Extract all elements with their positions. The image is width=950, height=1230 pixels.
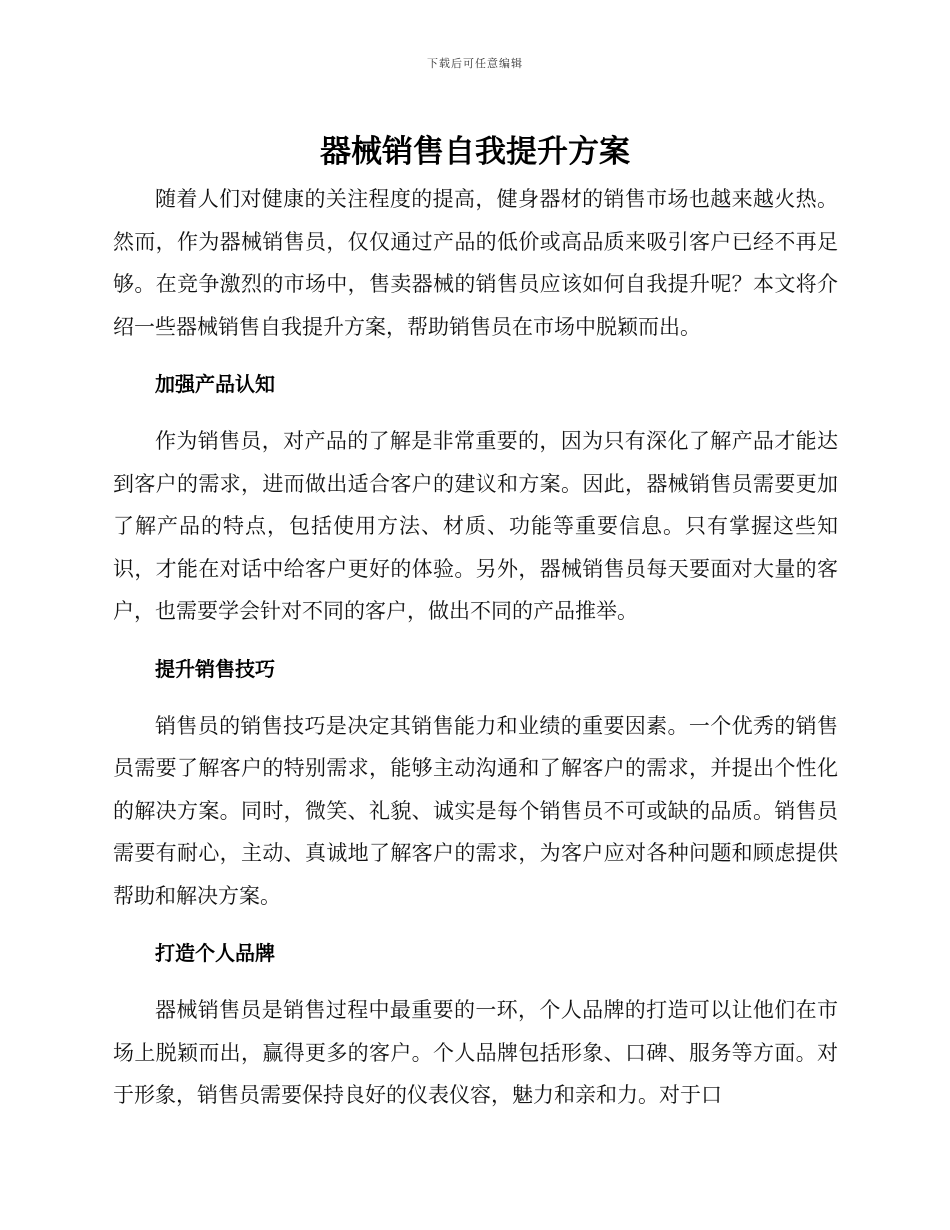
page-title: 器械销售自我提升方案 [320, 134, 630, 170]
section-paragraph-product-knowledge: 作为销售员，对产品的了解是非常重要的，因为只有深化了解产品才能达到客户的需求，进而做出适合客户的建议和方案。因此，器械销售员需要更加了解产品的特点，包括使用方法、材质、功能等重要信息。只有掌握这些知识，才能在对话中给客户更好的体验。另外，器械销售员每天要面对大量的客户，也需要学会针对不同的客户，做出不同的产品推举。 [113, 429, 838, 623]
section-heading-personal-brand: 打造个人品牌 [155, 941, 275, 965]
intro-paragraph: 随着人们对健康的关注程度的提高，健身器材的销售市场也越来越火热。然而，作为器械销售员，仅仅通过产品的低价或高品质来吸引客户已经不再足够。在竞争激烈的市场中，售卖器械的销售员应该如何自我提升呢？本文将介绍一些器械销售自我提升方案，帮助销售员在市场中脱颖而出。 [113, 187, 838, 339]
section-heading-product-knowledge: 加强产品认知 [155, 372, 275, 396]
section-paragraph-sales-skills: 销售员的销售技巧是决定其销售能力和业绩的重要因素。一个优秀的销售员需要了解客户的特别需求，能够主动沟通和了解客户的需求，并提出个性化的解决方案。同时，微笑、礼貌、诚实是每个销售员不可或缺的品质。销售员需要有耐心，主动、真诚地了解客户的需求，为客户应对各种问题和顾虑提供帮助和解决方案。 [113, 713, 838, 908]
section-heading-sales-skills: 提升销售技巧 [155, 656, 275, 681]
header-note: 下载后可任意编辑 [427, 57, 523, 70]
document-body [113, 178, 838, 1117]
section-paragraph-personal-brand: 器械销售员是销售过程中最重要的一环，个人品牌的打造可以让他们在市场上脱颖而出，赢得更多的客户。个人品牌包括形象、口碑、服务等方面。对于形象，销售员需要保持良好的仪表仪容，魅力和亲和力。对于口 [113, 998, 838, 1107]
